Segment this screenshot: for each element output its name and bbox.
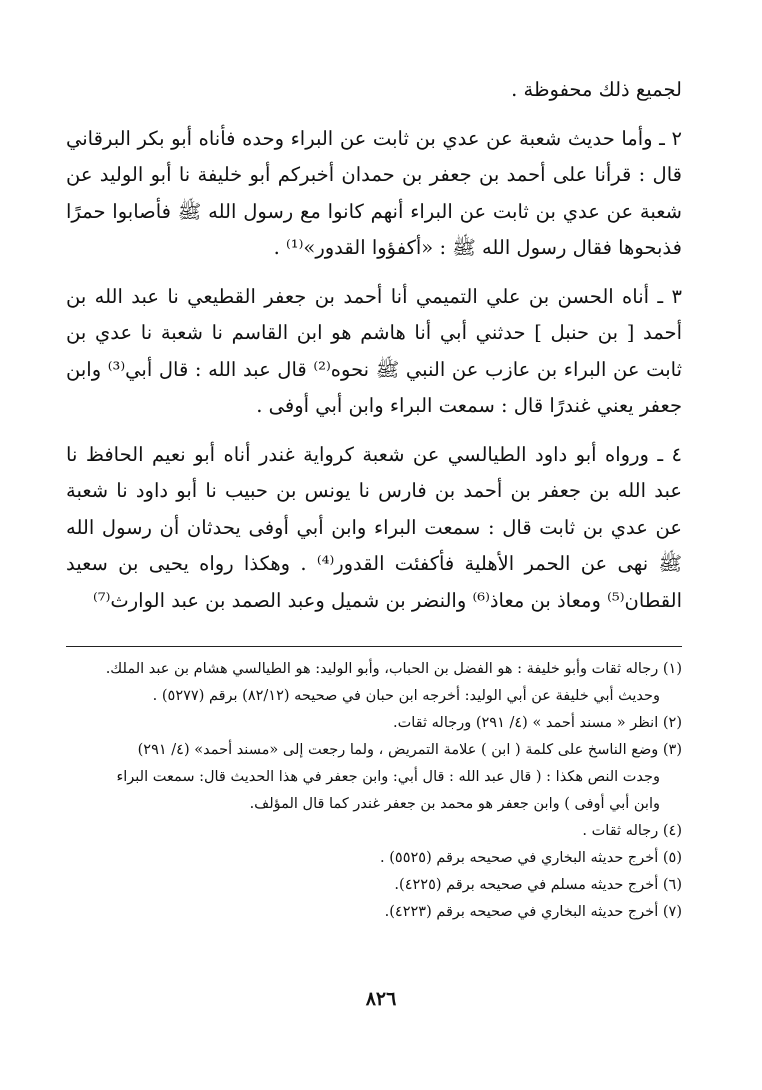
paragraph-4: ٤ ـ ورواه أبو داود الطيالسي عن شعبة كرواية غندر أناه أبو نعيم الحافظ نا عبد الله بن جعفر بن أحمد بن فارس نا يونس بن حبيب نا أبو داود نا شعبة عن عدي بن ثابت قال : سمعت البراء وابن أبي أوفى يحدثان أن رسول الله ﷺ نهى عن الحمر الأهلية فأكفئت القدور⁽⁴⁾ . وهكذا رواه يحيى بن سعيد القطان⁽⁵⁾ ومعاذ بن معاذ⁽⁶⁾ والنضر بن شميل وعبد الصمد بن عبد الوارث⁽⁷⁾ — [66, 442, 682, 612]
footnote-divider — [66, 646, 682, 647]
footnote-3-continuation: وابن أبي أوفى ) وابن جعفر هو محمد بن جعفر غندر كما قال المؤلف. — [249, 796, 660, 812]
footnote-4: (٤) رجاله ثقات . — [582, 823, 682, 839]
footnote-1-continuation: وحديث أبي خليفة عن أبي الوليد: أخرجه ابن حبان في صحيحه (٨٢/١٢) برقم (٥٢٧٧) . — [152, 688, 660, 704]
footnote-5: (٥) أخرج حديثه البخاري في صحيحه برقم (٥٥٢٥) . — [380, 850, 682, 866]
paragraph-intro: لجميع ذلك محفوظة . — [511, 78, 682, 101]
footnotes — [66, 656, 682, 926]
footnote-3: (٣) وضع الناسخ على كلمة ( ابن ) علامة التمريض ، ولما رجعت إلى «مسند أحمد» (٤/ ٢٩١) — [137, 742, 682, 758]
paragraph-2: ٢ ـ وأما حديث شعبة عن عدي بن ثابت عن البراء وحده فأناه أبو بكر البرقاني قال : قرأنا على أحمد بن جعفر بن حمدان أخبركم أبو خليفة نا أبو الوليد عن شعبة عن عدي بن ثابت عن البراء أنهم كانوا مع رسول الله ﷺ فأصابوا حمرًا فذبحوها فقال رسول الله ﷺ : «أكفؤوا القدور»⁽¹⁾ . — [66, 126, 682, 259]
footnote-1: (١) رجاله ثقات وأبو خليفة : هو الفضل بن الحباب، وأبو الوليد: هو الطيالسي هشام بن عبد الملك. — [105, 661, 682, 677]
main-text — [66, 72, 682, 631]
footnote-2: (٢) انظر « مسند أحمد » (٤/ ٢٩١) ورجاله ثقات. — [392, 715, 682, 731]
footnote-7: (٧) أخرج حديثه البخاري في صحيحه برقم (٤٢٢٣). — [384, 904, 682, 920]
page-number: ٨٢٦ — [365, 988, 397, 1010]
paragraph-3: ٣ ـ أناه الحسن بن علي التميمي أنا أحمد بن جعفر القطيعي نا عبد الله بن أحمد [ بن حنبل ] حدثني أبي أنا هاشم هو ابن القاسم نا شعبة نا عدي بن ثابت عن البراء بن عازب عن النبي ﷺ نحوه⁽²⁾ قال عبد الله : قال أبي⁽³⁾ وابن جعفر يعني غندرًا قال : سمعت البراء وابن أبي أوفى . — [66, 284, 683, 417]
footnote-3-continuation: وجدت النص هكذا : ( قال عبد الله : قال أبي: وابن جعفر في هذا الحديث قال: سمعت البراء — [116, 769, 660, 785]
footnote-6: (٦) أخرج حديثه مسلم في صحيحه برقم (٤٢٢٥). — [394, 877, 682, 893]
